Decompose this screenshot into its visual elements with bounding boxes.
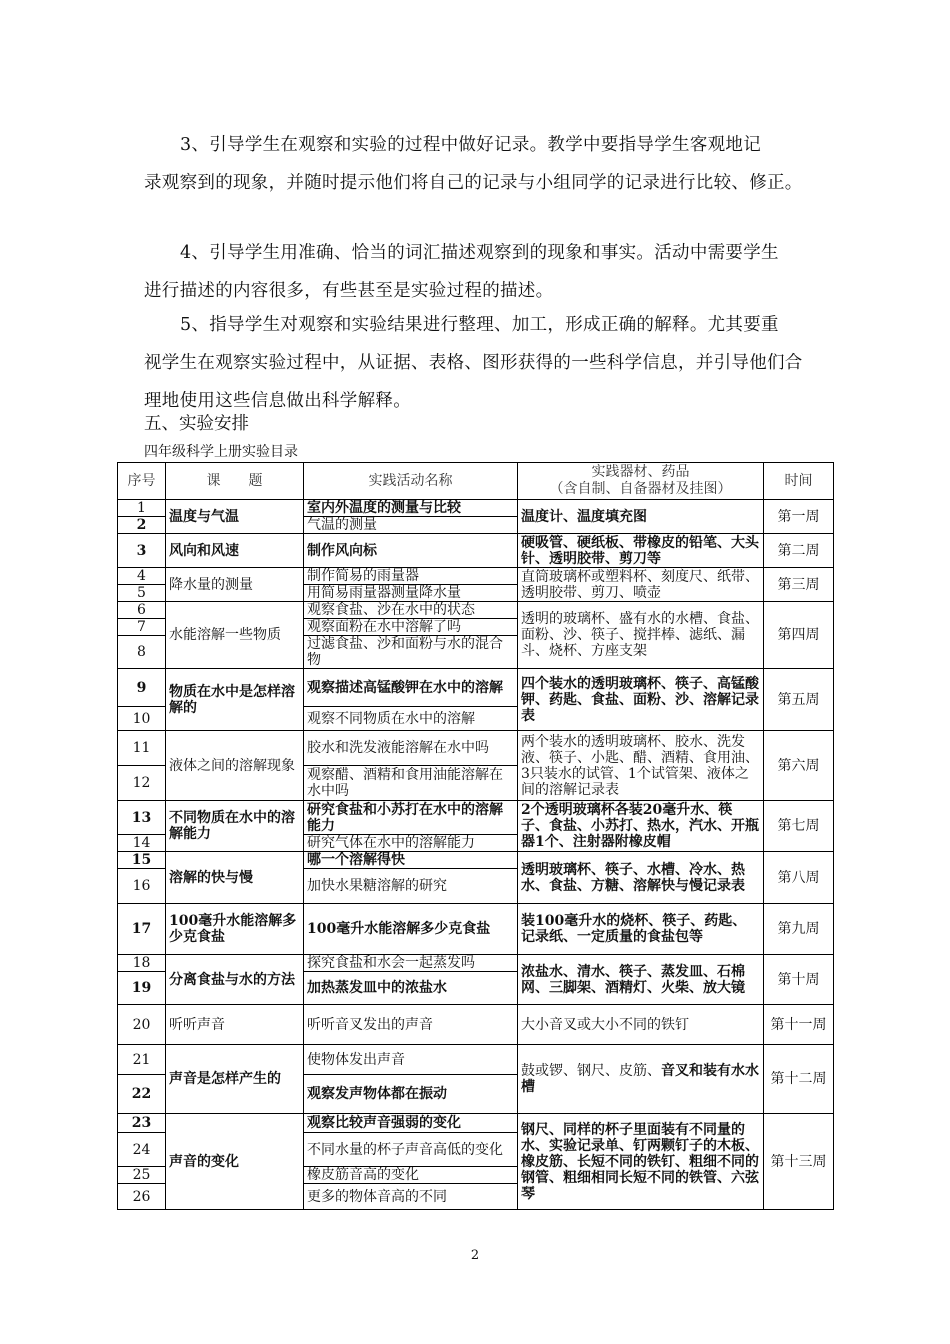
row-materials: 直筒玻璃杯或塑料杯、刻度尺、纸带、透明胶带、剪刀、喷壶 (518, 568, 764, 602)
row-num: 20 (118, 1005, 166, 1045)
row-activity: 制作简易的雨量器 (304, 568, 518, 585)
row-activity: 观察描述高锰酸钾在水中的溶解 (304, 669, 518, 707)
row-topic: 风向和风速 (166, 534, 304, 568)
row-time: 第二周 (764, 534, 834, 568)
row-activity: 橡皮筋音高的变化 (304, 1167, 518, 1184)
experiment-table (117, 462, 834, 1210)
paragraph-5 (144, 306, 810, 420)
row-topic: 100毫升水能溶解多少克食盐 (166, 904, 304, 955)
row-time: 第五周 (764, 669, 834, 731)
row-materials: 2个透明玻璃杯各装20毫升水、筷子、食盐、小苏打、热水，汽水、开瓶器1个、注射器附橡皮帽 (518, 801, 764, 852)
header-materials (518, 463, 764, 500)
row-time: 第十二周 (764, 1045, 834, 1114)
paragraph-3 (144, 126, 810, 202)
row-time: 第七周 (764, 801, 834, 852)
row-materials: 装100毫升水的烧杯、筷子、药匙、记录纸、一定质量的食盐包等 (518, 904, 764, 955)
row-time: 第四周 (764, 602, 834, 669)
row-activity: 气温的测量 (304, 517, 518, 534)
row-topic: 溶解的快与慢 (166, 852, 304, 904)
row-materials: 硬吸管、硬纸板、带橡皮的铅笔、大头针、透明胶带、剪刀等 (518, 534, 764, 568)
row-materials: 四个装水的透明玻璃杯、筷子、高锰酸钾、药匙、食盐、面粉、沙、溶解记录表 (518, 669, 764, 731)
row-activity: 观察不同物质在水中的溶解 (304, 707, 518, 731)
row-num: 9 (118, 669, 166, 707)
row-num: 1 (118, 500, 166, 517)
row-materials: 温度计、温度填充图 (518, 500, 764, 534)
row-num: 21 (118, 1045, 166, 1075)
row-activity: 观察面粉在水中溶解了吗 (304, 619, 518, 636)
table-header-row (118, 463, 834, 500)
row-num: 23 (118, 1114, 166, 1133)
row-activity: 研究气体在水中的溶解能力 (304, 835, 518, 852)
row-num: 11 (118, 731, 166, 766)
row-materials: 大小音叉或大小不同的铁钉 (518, 1005, 764, 1045)
row-num: 22 (118, 1075, 166, 1114)
row-num: 3 (118, 534, 166, 568)
row-topic: 温度与气温 (166, 500, 304, 534)
header-materials-line1: 实践器材、药品 (591, 464, 690, 480)
row-num: 18 (118, 955, 166, 972)
row-topic: 听听声音 (166, 1005, 304, 1045)
row-num: 6 (118, 602, 166, 619)
row-num: 13 (118, 801, 166, 835)
row-time: 第八周 (764, 852, 834, 904)
row-num: 16 (118, 869, 166, 904)
header-activity: 实践活动名称 (304, 463, 518, 500)
paragraph-4-first-line: 4、引导学生用准确、恰当的词汇描述观察到的现象和事实。活动中需要学生 (180, 243, 779, 263)
row-topic: 水能溶解一些物质 (166, 602, 304, 669)
row-materials (518, 1045, 764, 1114)
row-activity: 更多的物体音高的不同 (304, 1184, 518, 1210)
table-row (118, 852, 834, 869)
row-topic: 声音的变化 (166, 1114, 304, 1210)
paragraph-3-first-line: 3、引导学生在观察和实验的过程中做好记录。教学中要指导学生客观地记 (180, 135, 762, 155)
row-activity: 听听音叉发出的声音 (304, 1005, 518, 1045)
paragraph-3-rest: 录观察到的现象，并随时提示他们将自己的记录与小组同学的记录进行比较、修正。 (144, 173, 803, 193)
row-activity: 室内外温度的测量与比较 (304, 500, 518, 517)
row-num: 17 (118, 904, 166, 955)
table-row (118, 534, 834, 568)
row-time: 第九周 (764, 904, 834, 955)
table-row (118, 904, 834, 955)
row-activity: 研究食盐和小苏打在水中的溶解能力 (304, 801, 518, 835)
paragraph-5-rest: 视学生在观察实验过程中，从证据、表格、图形获得的一些科学信息，并引导他们合理地使用这些信息做出科学解释。 (144, 353, 803, 411)
header-topic: 课 题 (166, 463, 304, 500)
header-time: 时间 (764, 463, 834, 500)
table-row (118, 1114, 834, 1133)
table-row (118, 669, 834, 707)
row-activity: 用简易雨量器测量降水量 (304, 585, 518, 602)
row-activity: 制作风向标 (304, 534, 518, 568)
row-activity: 不同水量的杯子声音高低的变化 (304, 1133, 518, 1167)
table-row (118, 1005, 834, 1045)
page-number: 2 (470, 1248, 480, 1263)
row-time: 第十一周 (764, 1005, 834, 1045)
section-title: 五、实验安排 (144, 414, 249, 434)
row-topic: 降水量的测量 (166, 568, 304, 602)
row-num: 10 (118, 707, 166, 731)
row-num: 12 (118, 766, 166, 801)
row-activity: 观察发声物体都在振动 (304, 1075, 518, 1114)
row-materials: 浓盐水、清水、筷子、蒸发皿、石棉网、三脚架、酒精灯、火柴、放大镜 (518, 955, 764, 1005)
paragraph-4-rest: 进行描述的内容很多，有些甚至是实验过程的描述。 (144, 281, 554, 301)
row-num: 19 (118, 972, 166, 1005)
row-materials: 透明的玻璃杯、盛有水的水槽、食盐、面粉、沙、筷子、搅拌棒、滤纸、漏斗、烧杯、方座支架 (518, 602, 764, 669)
row-activity: 观察醋、酒精和食用油能溶解在水中吗 (304, 766, 518, 801)
row-num: 25 (118, 1167, 166, 1184)
row-num: 8 (118, 636, 166, 669)
row-time: 第六周 (764, 731, 834, 801)
table-row (118, 602, 834, 619)
table-row (118, 1045, 834, 1075)
row-topic: 分离食盐与水的方法 (166, 955, 304, 1005)
table-row (118, 568, 834, 585)
row-activity: 加热蒸发皿中的浓盐水 (304, 972, 518, 1005)
paragraph-5-first-line: 5、指导学生对观察和实验结果进行整理、加工，形成正确的解释。尤其要重 (180, 315, 779, 335)
row-num: 7 (118, 619, 166, 636)
row-num: 15 (118, 852, 166, 869)
row-activity: 过滤食盐、沙和面粉与水的混合物 (304, 636, 518, 669)
row-num: 5 (118, 585, 166, 602)
row-activity: 加快水果糖溶解的研究 (304, 869, 518, 904)
row-topic: 物质在水中是怎样溶解的 (166, 669, 304, 731)
row-topic: 声音是怎样产生的 (166, 1045, 304, 1114)
row-activity: 观察食盐、沙在水中的状态 (304, 602, 518, 619)
row-time: 第十三周 (764, 1114, 834, 1210)
header-num: 序号 (118, 463, 166, 500)
row-num: 14 (118, 835, 166, 852)
row-activity: 观察比较声音强弱的变化 (304, 1114, 518, 1133)
row-activity: 使物体发出声音 (304, 1045, 518, 1075)
table-caption: 四年级科学上册实验目录 (144, 444, 298, 460)
row-time: 第三周 (764, 568, 834, 602)
row-materials: 两个装水的透明玻璃杯、胶水、洗发液、筷子、小匙、醋、酒精、食用油、3只装水的试管、1个试管架、液体之间的溶解记录表 (518, 731, 764, 801)
row-activity: 哪一个溶解得快 (304, 852, 518, 869)
row-activity: 100毫升水能溶解多少克食盐 (304, 904, 518, 955)
row-num: 24 (118, 1133, 166, 1167)
row-time: 第十周 (764, 955, 834, 1005)
row-num: 4 (118, 568, 166, 585)
row-topic: 不同物质在水中的溶解能力 (166, 801, 304, 852)
table-row (118, 500, 834, 517)
row-materials-bold: 音叉和装有水水槽 (521, 1063, 759, 1095)
row-materials: 钢尺、同样的杯子里面装有不同量的水、实验记录单、钉两颗钉子的木板、橡皮筋、长短不同的铁钉、粗细不同的钢管、粗细相同长短不同的铁管、六弦琴 (518, 1114, 764, 1210)
row-time: 第一周 (764, 500, 834, 534)
table-row (118, 731, 834, 766)
row-activity: 胶水和洗发液能溶解在水中吗 (304, 731, 518, 766)
table-row (118, 955, 834, 972)
row-num: 2 (118, 517, 166, 534)
paragraph-4 (144, 234, 810, 310)
table-row (118, 801, 834, 835)
header-materials-line2: （含自制、自备器材及挂图） (549, 481, 732, 497)
row-materials-plain: 鼓或锣、钢尺、皮筋、 (521, 1063, 661, 1079)
row-activity: 探究食盐和水会一起蒸发吗 (304, 955, 518, 972)
row-num: 26 (118, 1184, 166, 1210)
row-materials: 透明玻璃杯、筷子、水槽、冷水、热水、食盐、方糖、溶解快与慢记录表 (518, 852, 764, 904)
row-topic: 液体之间的溶解现象 (166, 731, 304, 801)
